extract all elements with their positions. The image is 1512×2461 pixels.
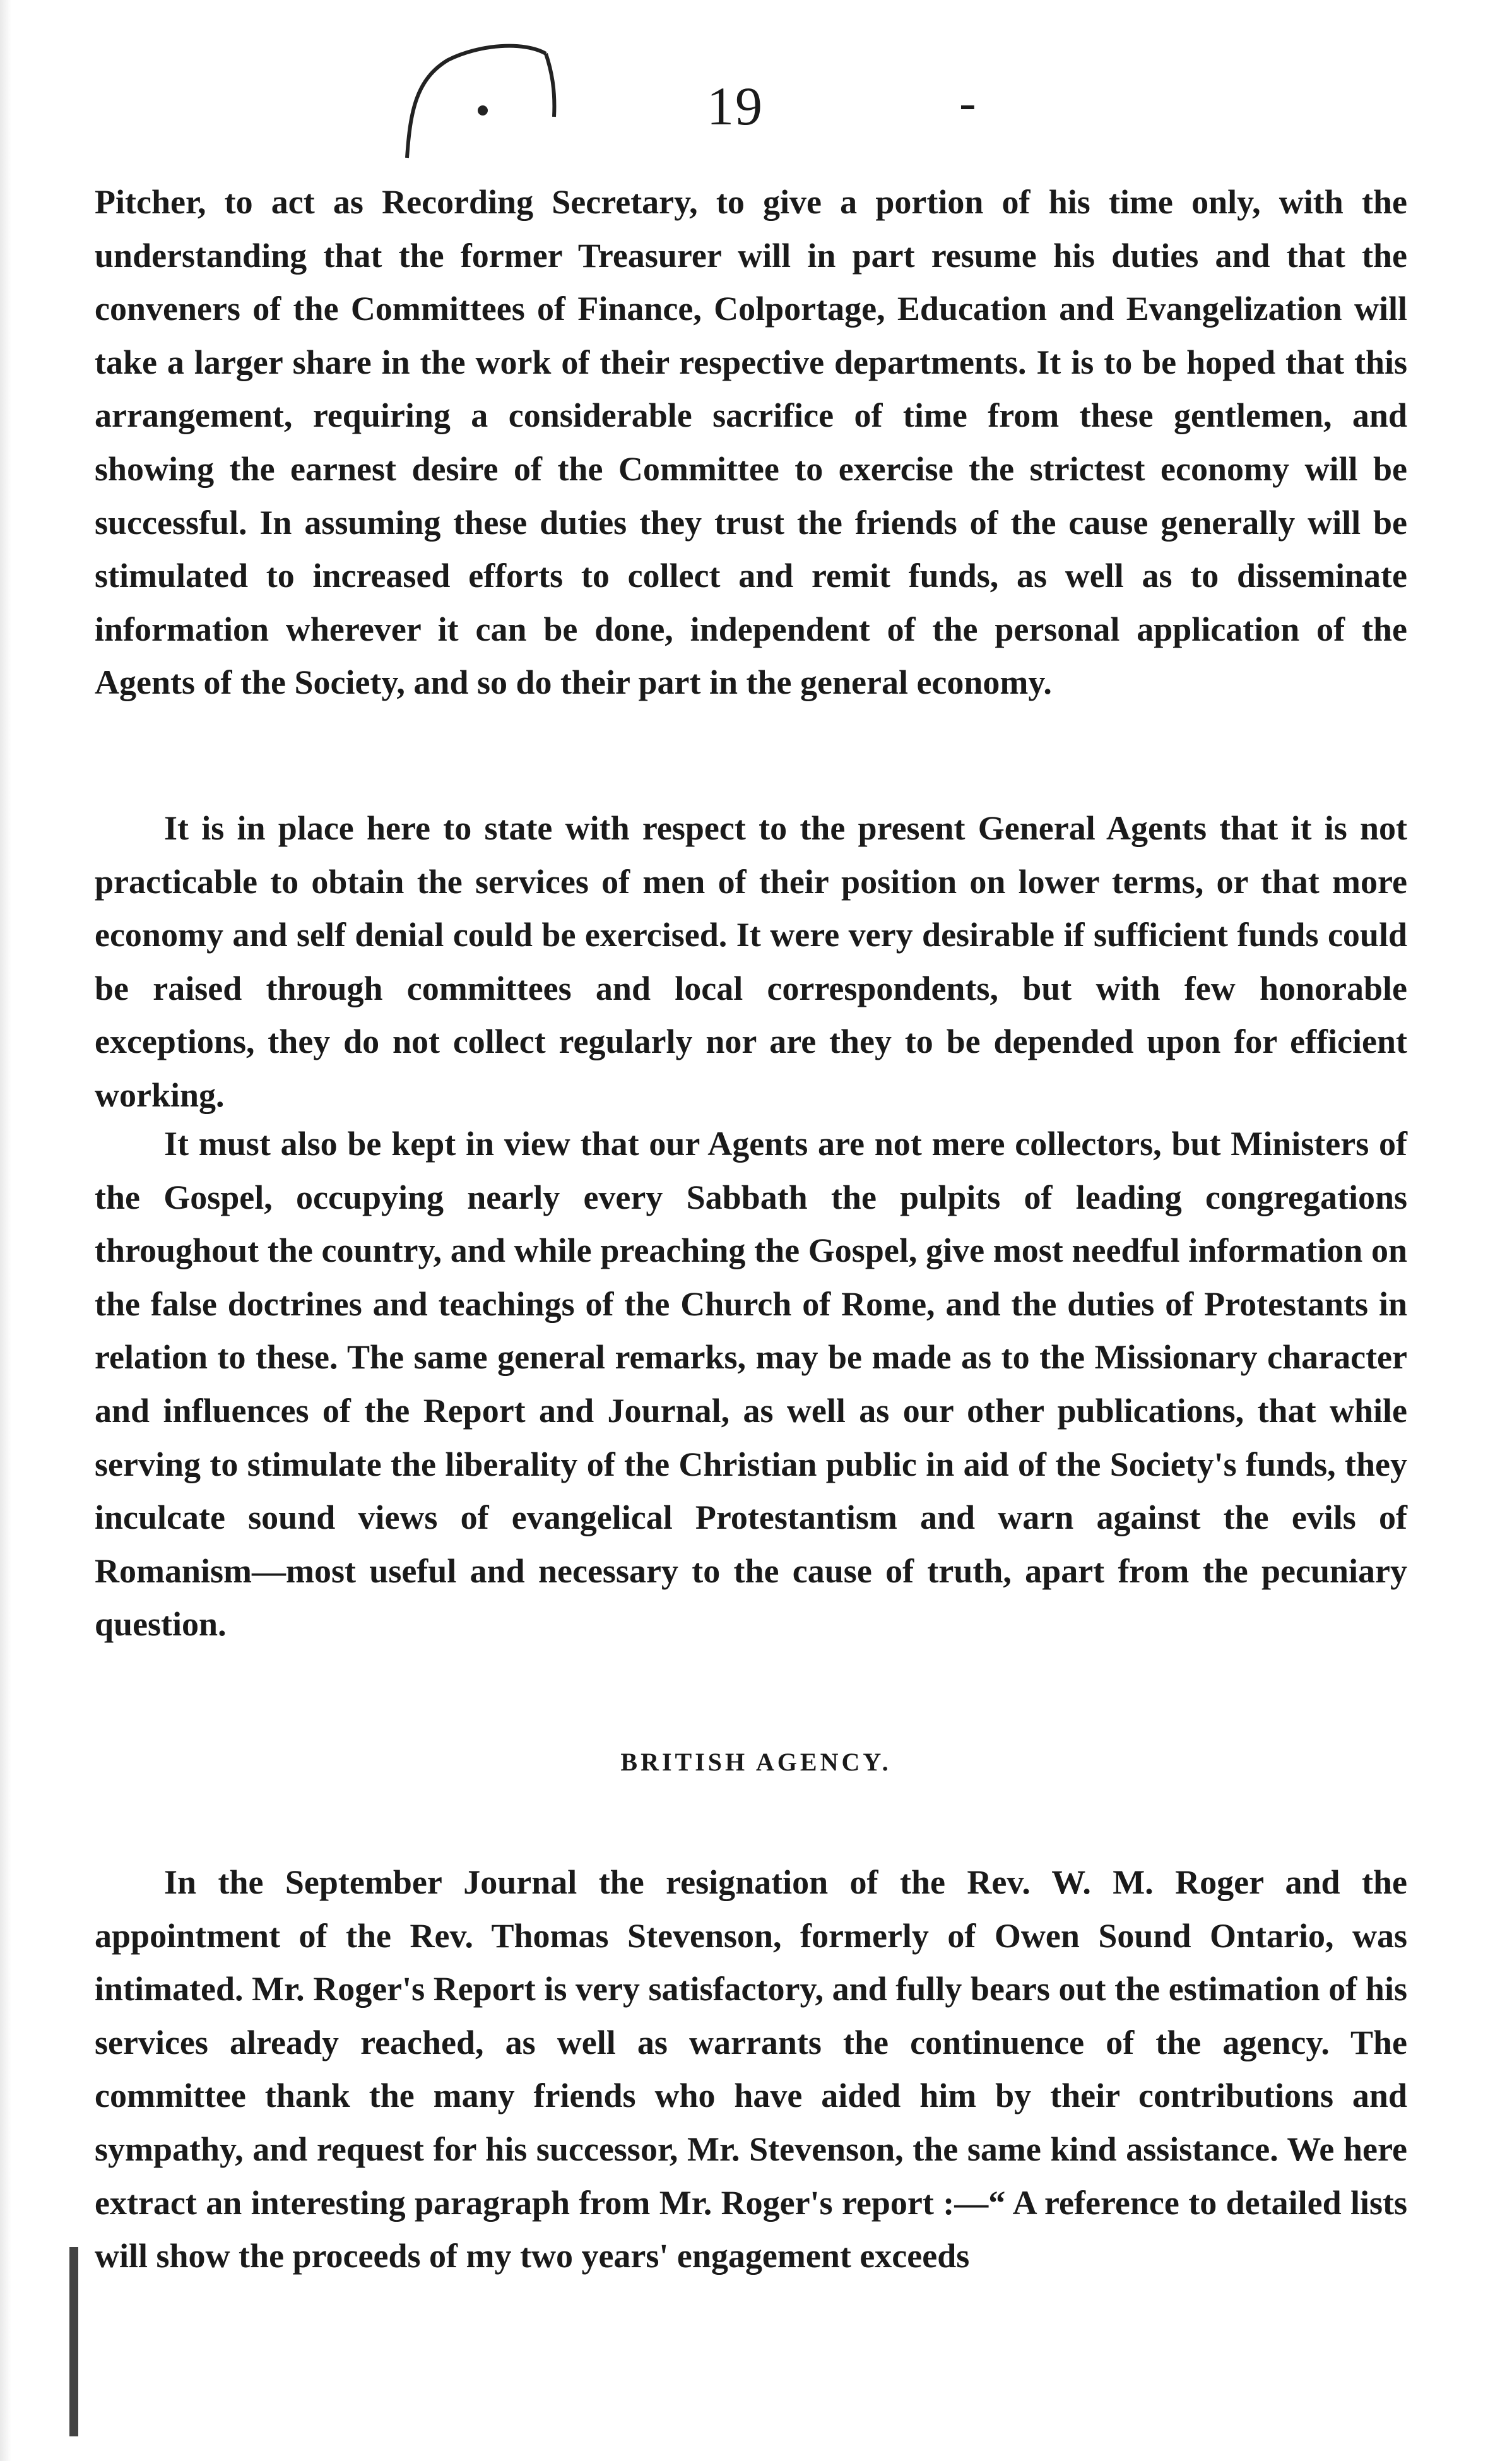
paragraph: In the September Journal the resignation of the Rev. W. M. Roger and the appointment of the Rev. Thomas Stevenson, formerly of Owen Sound Ontario, was intimated. Mr. Roger's Report is very satisfactory, and fully bears out the estimation of his services already reached, as well as warrants the continuence of the agency. The committee thank the many friends who have aided him by their contributions and sympathy, and request for his successor, Mr. Stevenson, the same kind assistance. We here extract an interesting paragraph from Mr. Roger's report :—“ A reference to detailed lists will show the proceeds of my two years' engagement exceeds <box>95 1863 1407 2275</box>
page-number: 19 <box>707 76 764 136</box>
paragraph: It is in place here to state with respect to the present General Agents that it is not practicable to obtain the services of men of their position on lower terms, or that more economy and self denial could be exercised. It were very desirable if sufficient funds could be raised through committees and local correspondents, but with few honorable exceptions, they do not collect regularly nor are they to be depended upon for efficient working. <box>95 809 1407 1114</box>
paragraph-agents <box>95 802 1407 1122</box>
section-heading: BRITISH AGENCY. <box>620 1748 892 1776</box>
scan-artifact <box>69 2247 78 2436</box>
paragraph-british-agency <box>95 1856 1407 2283</box>
paragraph: Pitcher, to act as Recording Secretary, to give a portion of his time only, with the understanding that the former Treasurer will in part resume his duties and that the conveners of the Committees of Finance, Colportage, Education and Evangelization will take a larger share in the work of their respective departments. It is to be hoped that this arrangement, requiring a considerable sacrifice of time from these gentlemen, and showing the earnest desire of the Committee to exercise the strictest economy will be successful. In assuming these duties they trust the friends of the cause generally will be stimulated to increased efforts to collect and remit funds, as well as to disseminate information wherever it can be done, independent of the personal application of the Agents of the Society, and so do their part in the general economy. <box>95 183 1407 702</box>
paragraph-ministers <box>95 1117 1407 1651</box>
margin-mark: - <box>959 75 976 131</box>
paragraph: It must also be kept in view that our Agents are not mere collectors, but Ministers of the Gospel, occupying nearly every Sabbath the pulpits of leading congregations throughout the country, and while preaching the Gospel, give most needful information on the false doctrines and teachings of the Church of Rome, and the duties of Protestants in relation to these. The same general remarks, may be made as to the Missionary character and influences of the Report and Journal, as well as our other publications, that while serving to stimulate the liberality of the Christian public in aid of the Society's funds, they inculcate sound views of evangelical Protestantism and warn against the evils of Romanism—most useful and necessary to the cause of truth, apart from the pecuniary question. <box>95 1125 1407 1644</box>
handwritten-mark-icon <box>398 35 574 161</box>
scan-edge <box>0 0 11 2461</box>
paragraph-continuation <box>95 175 1407 709</box>
